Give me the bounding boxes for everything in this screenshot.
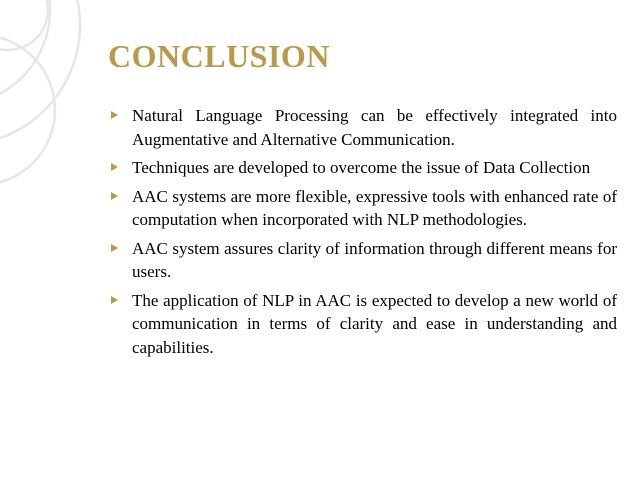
deco-circle-small xyxy=(0,0,48,50)
bullet-item xyxy=(111,156,617,180)
deco-circle-large xyxy=(0,0,80,145)
bullet-item xyxy=(111,237,617,284)
bullet-text: The application of NLP in AAC is expected to develop a new world of communication in terms of clarity and ease in understanding and capabilities. xyxy=(132,290,617,357)
bullet-text: Natural Language Processing can be effectively integrated into Augmentative and Alternative Communication. xyxy=(132,106,617,149)
slide-title: CONCLUSION xyxy=(108,38,330,74)
bullet-list xyxy=(111,104,617,364)
deco-circle-low xyxy=(0,35,55,185)
bullet-text: AAC systems are more flexible, expressive tools with enhanced rate of computation when incorporated with NLP methodologies. xyxy=(132,186,617,229)
bullet-arrow-icon xyxy=(111,192,118,200)
bullet-item xyxy=(111,185,617,232)
deco-circle-mid xyxy=(0,0,50,105)
bullet-arrow-icon xyxy=(111,111,118,119)
bullet-item xyxy=(111,289,617,360)
bullet-item xyxy=(111,104,617,151)
bullet-text: AAC system assures clarity of information through different means for users. xyxy=(132,238,617,281)
bullet-arrow-icon xyxy=(111,296,118,304)
bullet-arrow-icon xyxy=(111,244,118,252)
bullet-arrow-icon xyxy=(111,163,118,171)
bullet-text: Techniques are developed to overcome the issue of Data Collection xyxy=(132,158,591,177)
